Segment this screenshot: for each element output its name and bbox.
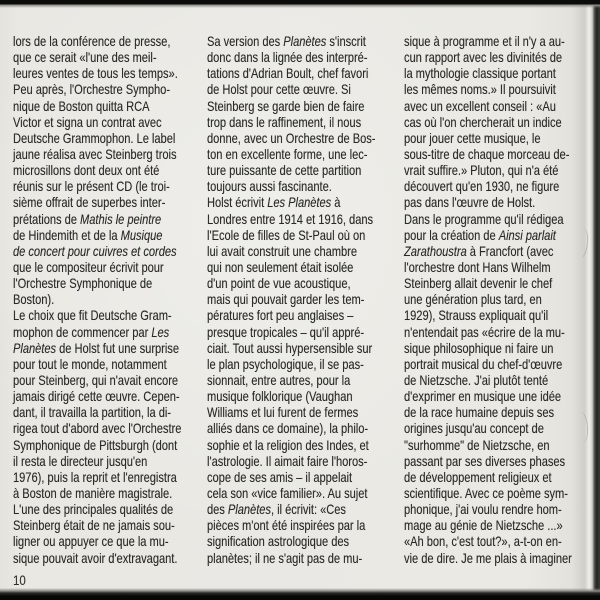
text-line: il resta le directeur jusqu'en <box>13 452 148 469</box>
text-line: Planètes de Holst fut une surprise <box>13 339 179 356</box>
text-line: Steinberg se garde bien de faire <box>207 97 365 114</box>
text-line: Peu après, l'Orchestre Sympho- <box>13 81 171 98</box>
text-line: sique pouvait avoir d'extravagant. <box>13 549 178 566</box>
text-line: mophon de commencer par Les <box>13 323 170 340</box>
text-line: Londres entre 1914 et 1916, dans <box>207 210 374 227</box>
text-line: jaune réalisa avec Steinberg trois <box>13 145 177 162</box>
text-line: pas dans l'œuvre de Holst. <box>404 194 536 211</box>
text-line: réunis sur le présent CD (le troi- <box>13 178 170 195</box>
text-line: Zarathoustra à Francfort (avec <box>404 242 554 259</box>
text-line: la mythologie classique portant <box>404 65 556 82</box>
text-line: pératures fort peu anglaises – <box>207 307 354 324</box>
text-line: mage au génie de Nietzsche ...» <box>404 517 563 534</box>
text-line: passant par ses diverses phases <box>404 452 566 469</box>
text-line: cun rapport avec les divinités de <box>404 49 562 66</box>
text-line: 1976), puis la reprit et l'enregistra <box>13 468 177 485</box>
text-line: pour Steinberg, qui n'avait encore <box>13 371 179 388</box>
text-line: leures ventes de tous les temps». <box>13 65 178 82</box>
text-line: sionnait, entre autres, pour la <box>207 371 351 388</box>
text-line: d'exprimer en musique une idée <box>404 388 562 405</box>
text-line: trop dans le raffinement, il nous <box>207 113 362 130</box>
text-line: cope de ses amis – il appelait <box>207 468 353 485</box>
text-line: de concert pour cuivres et cordes <box>13 242 177 259</box>
text-line: avec un excellent conseil : «Au <box>404 97 556 114</box>
text-line: vrait suffire.» Pluton, qui n'a été <box>404 162 559 179</box>
text-line: Le choix que fit Deutsche Gram- <box>13 307 172 324</box>
text-line: le plan psychologique, il se pas- <box>207 355 364 372</box>
text-line: rigea tout d'abord avec l'Orchestre <box>13 420 182 437</box>
text-line: de la race humaine depuis ses <box>404 404 555 421</box>
text-line: de Nietzsche. J'ai plutôt tenté <box>404 371 549 388</box>
text-line: Dans le programme qu'il rédigea <box>404 210 564 227</box>
text-line: n'entendait pas «écrire de la mu- <box>404 323 565 340</box>
text-line: pour jouer cette musique, le <box>404 129 541 146</box>
text-line: Symphonique de Pittsburgh (dont <box>13 436 178 453</box>
text-line: L'une des principales qualités de <box>13 501 174 518</box>
text-line: donc dans la lignée des interpré- <box>207 49 368 66</box>
text-line: cela son «vice familier». Au sujet <box>207 484 368 501</box>
text-line: musique folklorique (Vaughan <box>207 388 353 405</box>
text-line: vie de dire. Je me plais à imaginer <box>404 549 572 566</box>
scan-border-bottom <box>0 588 600 600</box>
text-line: que ce serait «l'une des meil- <box>13 49 157 66</box>
text-line: origines jusqu'au concept de <box>404 420 544 437</box>
text-line: des Planètes, il écrivit: «Ces <box>207 501 346 518</box>
text-line: ton en excellente forme, une lec- <box>207 145 368 162</box>
text-line: alliés dans ce domaine), la philo- <box>207 420 369 437</box>
text-column-2 <box>207 33 395 566</box>
text-column-1 <box>13 33 201 566</box>
text-line: mais qui pouvait garder les tem- <box>207 291 365 308</box>
text-line: Steinberg était de ne jamais sou- <box>13 517 175 534</box>
text-line: phonique, j'ai voulu rendre hom- <box>404 501 562 518</box>
text-column-3 <box>404 33 592 566</box>
text-line: prétations de Mathis le peintre <box>13 210 162 227</box>
text-line: tations d'Adrian Boult, chef favori <box>207 65 369 82</box>
text-line: Williams et lui furent de fermes <box>207 404 359 421</box>
text-line: pièces m'ont été inspirées par la <box>207 517 366 534</box>
text-line: Boston). <box>13 291 55 308</box>
text-line: de Holst pour cette œuvre. Si <box>207 81 351 98</box>
text-line: portrait musical du chef-d'œuvre <box>404 355 563 372</box>
text-line: l'Orchestre Symphonique de <box>13 275 153 292</box>
text-line: sième offrait de superbes inter- <box>13 194 166 211</box>
text-line: sophie et la religion des Indes, et <box>207 436 369 453</box>
text-line: lors de la conférence de presse, <box>13 33 171 49</box>
text-line: nique de Boston quitta RCA <box>13 97 150 114</box>
text-line: lui avait construit une chambre <box>207 242 358 259</box>
text-line: que le compositeur écrivit pour <box>13 258 164 275</box>
text-line: d'un point de vue acoustique, <box>207 275 351 292</box>
text-line: scientifique. Avec ce poème sym- <box>404 484 568 501</box>
text-line: pour tout le monde, notamment <box>13 355 167 372</box>
text-line: cas où l'on chercherait un indice <box>404 113 562 130</box>
text-line: qui non seulement était isolée <box>207 258 354 275</box>
text-line: de développement religieux et <box>404 468 552 485</box>
text-line: presque tropicales – qu'il appré- <box>207 323 365 340</box>
text-line: ciait. Tout aussi hypersensible sur <box>207 339 373 356</box>
text-line: "surhomme" de Nietzsche, en <box>404 436 550 453</box>
text-line: dant, il travailla la partition, la di- <box>13 404 171 421</box>
text-line: les mêmes noms.» Il poursuivit <box>404 81 556 98</box>
text-line: 1929), Strauss expliquait qu'il <box>404 307 549 324</box>
text-line: donne, avec un Orchestre de Bos- <box>207 129 376 146</box>
text-line: toujours aussi fascinante. <box>207 178 332 195</box>
page-edge-shadow <box>572 0 600 600</box>
text-line: l'orchestre dont Hans Wilhelm <box>404 258 551 275</box>
text-line: Steinberg allait devenir le chef <box>404 275 553 292</box>
scan-border-top <box>0 0 600 8</box>
text-line: une génération plus tard, en <box>404 291 542 308</box>
text-line: à Boston de manière magistrale. <box>13 484 173 501</box>
text-line: pour la création de Ainsi parlait <box>404 226 556 243</box>
text-line: Victor et signa un contrat avec <box>13 113 162 130</box>
text-line: l'astrologie. Il aimait faire l'horos- <box>207 452 368 469</box>
text-line: sique philosophique ni faire un <box>404 339 554 356</box>
text-line: de Hindemith et de la Musique <box>13 226 163 243</box>
text-line: «Ah bon, c'est tout?», a-t-on en- <box>404 533 562 550</box>
text-line: signification astrologique des <box>207 533 350 550</box>
text-line: ture puissante de cette partition <box>207 162 362 179</box>
text-line: Holst écrivit Les Planètes à <box>207 194 341 211</box>
text-line: Deutsche Grammophon. Le label <box>13 129 176 146</box>
text-line: jamais dirigé cette œuvre. Cepen- <box>13 388 180 405</box>
text-line: planètes; il ne s'agit pas de mu- <box>207 549 363 566</box>
text-line: sous-titre de chaque morceau de- <box>404 145 570 162</box>
text-line: microsillons dont deux ont été <box>13 162 160 179</box>
text-line: sique à programme et il n'y a au- <box>404 33 565 49</box>
text-line: ligner ou appuyer ce que la mu- <box>13 533 169 550</box>
text-line: l'Ecole de filles de St-Paul où on <box>207 226 366 243</box>
page-number: 10 <box>13 573 26 588</box>
text-line: Sa version des Planètes s'inscrit <box>207 33 366 49</box>
text-line: découvert qu'en 1930, ne figure <box>404 178 560 195</box>
